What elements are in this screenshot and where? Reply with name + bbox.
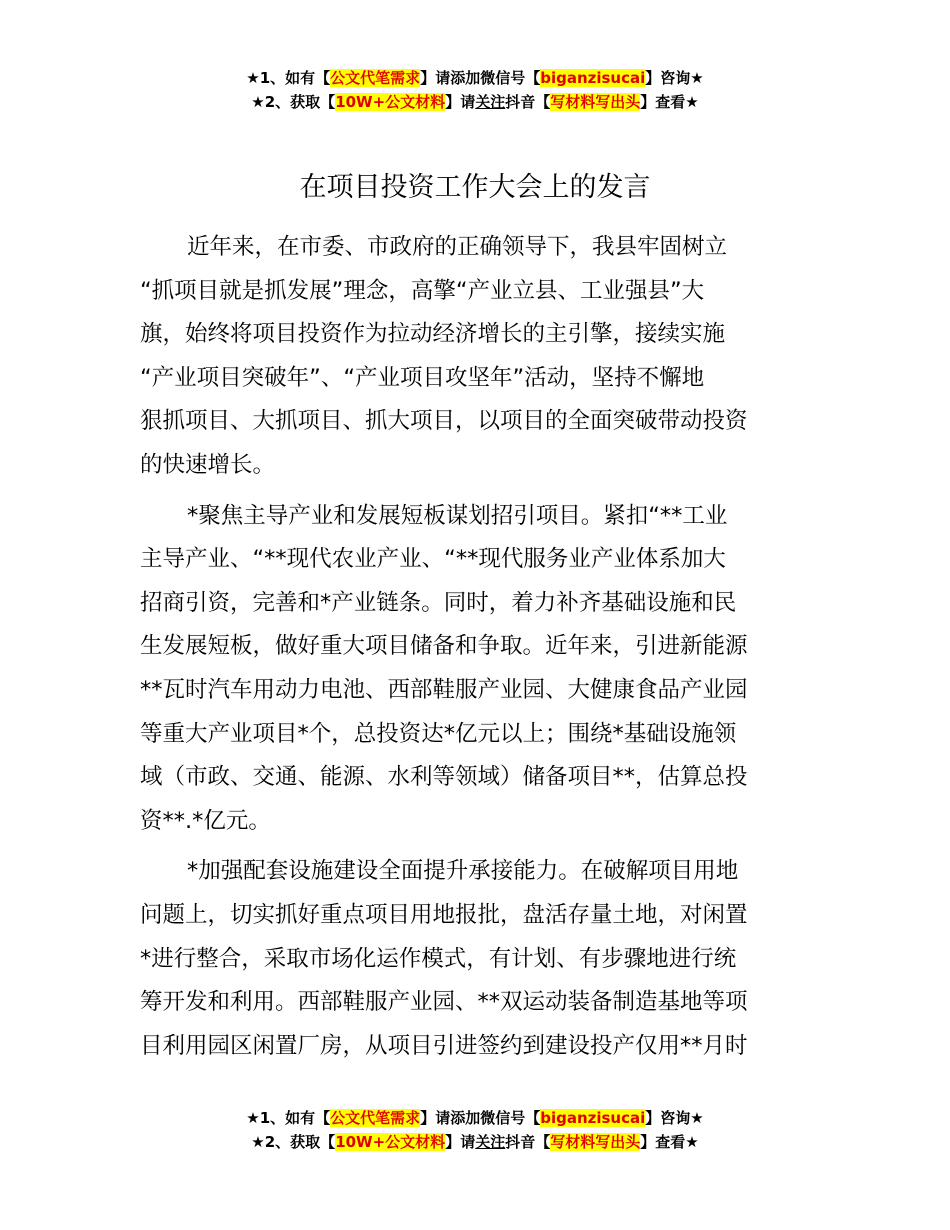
paragraph-line: 问题上，切实抓好重点项目用地报批，盘活存量土地，对闲置: [140, 901, 748, 928]
highlight-service: 公文代笔需求: [330, 1109, 421, 1127]
paragraph-line: 旗，始终将项目投资作为拉动经济增长的主引擎，接续实施: [140, 321, 726, 348]
highlight-wechat-id: biganzisucai: [540, 69, 646, 87]
footer-banner: [0, 1106, 950, 1154]
banner-text: 抖音【: [505, 1133, 551, 1151]
highlight-service: 公文代笔需求: [330, 69, 421, 87]
banner-text: ★2、获取【: [251, 93, 336, 111]
banner-line-2: [0, 1130, 950, 1154]
paragraph-line: 等重大产业项目*个，总投资达*亿元以上；围绕*基础设施领: [140, 720, 737, 747]
paragraph-line: *聚焦主导产业和发展短板谋划招引项目。紧扣“**工业: [187, 502, 728, 529]
paragraph-line: “抓项目就是抓发展”理念，高擎“产业立县、工业强县”大: [140, 277, 705, 304]
paragraph: [140, 495, 812, 844]
paragraph-line: 生发展短板，做好重大项目储备和争取。近年来，引进新能源: [140, 633, 748, 660]
banner-underlined-text: 关注: [475, 1133, 506, 1151]
paragraph-line: 目利用园区闲置厂房，从项目引进签约到建设投产仅用**月时: [140, 1032, 748, 1059]
banner-text: 】请: [445, 1133, 476, 1151]
banner-line-2: [0, 90, 950, 114]
banner-text: 】咨询★: [645, 69, 704, 87]
banner-text: 抖音【: [505, 93, 551, 111]
paragraph: [140, 226, 812, 488]
paragraph-line: 筹开发和利用。西部鞋服产业园、**双运动装备制造基地等项: [140, 989, 748, 1016]
highlight-douyin-account: 写材料写出头: [550, 1133, 641, 1151]
header-banner: [0, 66, 950, 114]
paragraph: [140, 850, 812, 1068]
banner-text: ★1、如有【: [246, 69, 331, 87]
document-title: 在项目投资工作大会上的发言: [299, 172, 651, 203]
banner-text: 】查看★: [640, 93, 699, 111]
paragraph-line: 主导产业、“**现代农业产业、“**现代服务业产业体系加大: [140, 546, 726, 573]
highlight-douyin-account: 写材料写出头: [550, 93, 641, 111]
document-body: [140, 226, 812, 1075]
highlight-materials: 10W+公文材料: [335, 93, 446, 111]
paragraph-line: 近年来，在市委、市政府的正确领导下，我县牢固树立: [187, 234, 728, 260]
paragraph-line: 的快速增长。: [140, 451, 276, 478]
banner-text: 】咨询★: [645, 1109, 704, 1127]
paragraph-line: “产业项目突破年”、“产业项目攻坚年”活动，坚持不懈地: [140, 364, 705, 391]
banner-text: 】请添加微信号【: [420, 1109, 541, 1127]
banner-underlined-text: 关注: [475, 93, 506, 111]
highlight-wechat-id: biganzisucai: [540, 1109, 646, 1127]
banner-line-1: [0, 1106, 950, 1130]
banner-text: 】请添加微信号【: [420, 69, 541, 87]
banner-text: 】请: [445, 93, 476, 111]
paragraph-line: **瓦时汽车用动力电池、西部鞋服产业园、大健康食品产业园: [140, 676, 748, 703]
highlight-materials: 10W+公文材料: [335, 1133, 446, 1151]
paragraph-line: *加强配套设施建设全面提升承接能力。在破解项目用地: [187, 858, 739, 885]
banner-line-1: [0, 66, 950, 90]
banner-text: ★2、获取【: [251, 1133, 336, 1151]
paragraph-line: 狠抓项目、大抓项目、抓大项目，以项目的全面突破带动投资: [140, 408, 748, 435]
paragraph-line: 资**.*亿元。: [140, 807, 271, 834]
paragraph-line: *进行整合，采取市场化运作模式，有计划、有步骤地进行统: [140, 945, 737, 972]
banner-text: ★1、如有【: [246, 1109, 331, 1127]
paragraph-line: 域（市政、交通、能源、水利等领域）储备项目**，估算总投: [140, 764, 748, 791]
paragraph-line: 招商引资，完善和*产业链条。同时，着力补齐基础设施和民: [140, 589, 737, 616]
banner-text: 】查看★: [640, 1133, 699, 1151]
